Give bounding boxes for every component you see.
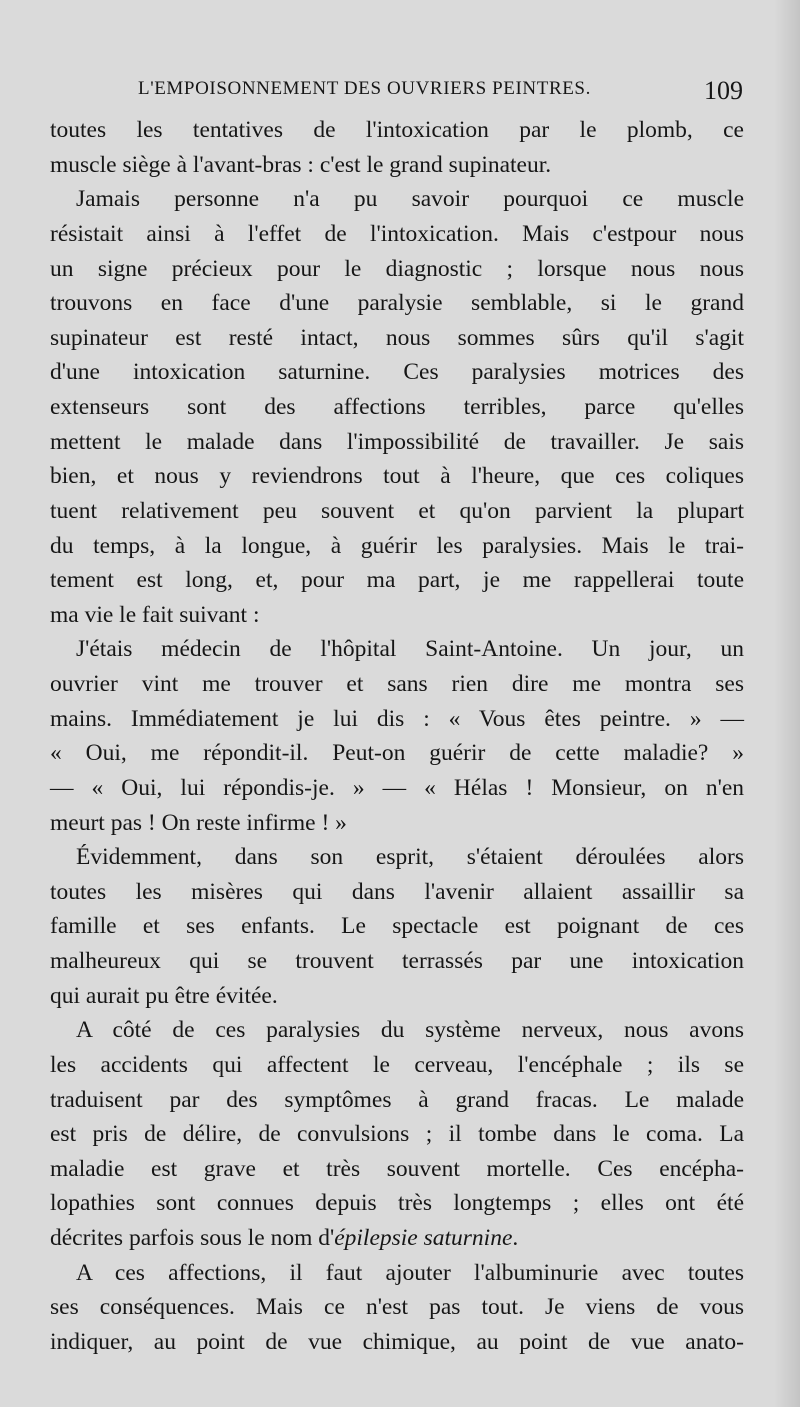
text-line: meurt pas ! On reste infirme ! » [50,809,347,836]
text-line: un signe précieux pour le diagnostic ; lorsque nous nous [50,255,744,282]
text-line: A ces affections, il faut ajouter l'albuminurie avec toutes [76,1259,744,1286]
text-line: ma vie le fait suivant : [50,601,260,628]
text-line: indiquer, au point de vue chimique, au point de vue anato- [50,1328,744,1355]
text-line: toutes les tentatives de l'intoxication par le plomb, ce [50,117,744,143]
text-line: d'une intoxication saturnine. Ces paralysies motrices des [50,359,744,386]
text-line: qui aurait pu être évitée. [50,982,278,1009]
text-line: J'étais médecin de l'hôpital Saint-Antoine. Un jour, un [76,636,744,663]
text-line: maladie est grave et très souvent mortelle. Ces encépha- [50,1155,744,1182]
text-line: bien, et nous y reviendrons tout à l'heure, que ces coliques [50,463,744,490]
text-line: traduisent par des symptômes à grand fracas. Le malade [50,1086,744,1113]
text-line: muscle siège à l'avant-bras : c'est le grand supinateur. [50,151,552,178]
text-line: extenseurs sont des affections terribles, parce qu'elles [50,394,744,420]
text-line: toutes les misères qui dans l'avenir allaient assaillir sa [50,878,744,905]
text-line: ouvrier vint me trouver et sans rien dire me montra ses [50,671,744,697]
italic-term: épilepsie saturnine [334,1225,513,1251]
text-line: Évidemment, dans son esprit, s'étaient déroulées alors [76,844,744,871]
text-line: les accidents qui affectent le cerveau, l'encéphale ; ils se [50,1051,744,1078]
text-line: ses conséquences. Mais ce n'est pas tout. Je viens de vous [50,1294,744,1321]
text-line: est pris de délire, de convulsions ; il tombe dans le coma. La [50,1121,744,1148]
text-line: malheureux qui se trouvent terrassés par une intoxication [50,948,744,974]
text-line: A côté de ces paralysies du système nerveux, nous avons [76,1017,744,1044]
text-line: du temps, à la longue, à guérir les paralysies. Mais le trai- [50,532,744,559]
text-line: famille et ses enfants. Le spectacle est poignant de ces [50,913,744,940]
text-line: tuent relativement peu souvent et qu'on parvient la plupart [50,497,744,524]
text-line: décrites parfois sous le nom d'épilepsie saturnine. [50,1225,519,1251]
text-line: « Oui, me répondit-il. Peut-on guérir de cette maladie? » [50,740,744,767]
text-line: — « Oui, lui répondis-je. » — « Hélas ! Monsieur, on n'en [50,774,744,801]
text-line: mettent le malade dans l'impossibilité de travailler. Je sais [50,428,744,455]
page-edge-shadow [774,0,800,1407]
text-line: Jamais personne n'a pu savoir pourquoi ce muscle [76,186,744,213]
text-line: supinateur est resté intact, nous sommes sûrs qu'il s'agit [50,324,744,351]
text-line: résistait ainsi à l'effet de l'intoxication. Mais c'estpour nous [50,220,744,247]
text-line: trouvons en face d'une paralysie semblable, si le grand [50,290,744,317]
page-number: 109 [704,76,743,105]
body-text [50,113,744,1360]
running-title: L'EMPOISONNEMENT DES OUVRIERS PEINTRES. [138,78,591,99]
text-line: lopathies sont connues depuis très longtemps ; elles ont été [50,1190,744,1217]
text-line: mains. Immédiatement je lui dis : « Vous êtes peintre. » — [50,705,744,732]
text-line: tement est long, et, pour ma part, je me rappellerai toute [50,567,744,594]
